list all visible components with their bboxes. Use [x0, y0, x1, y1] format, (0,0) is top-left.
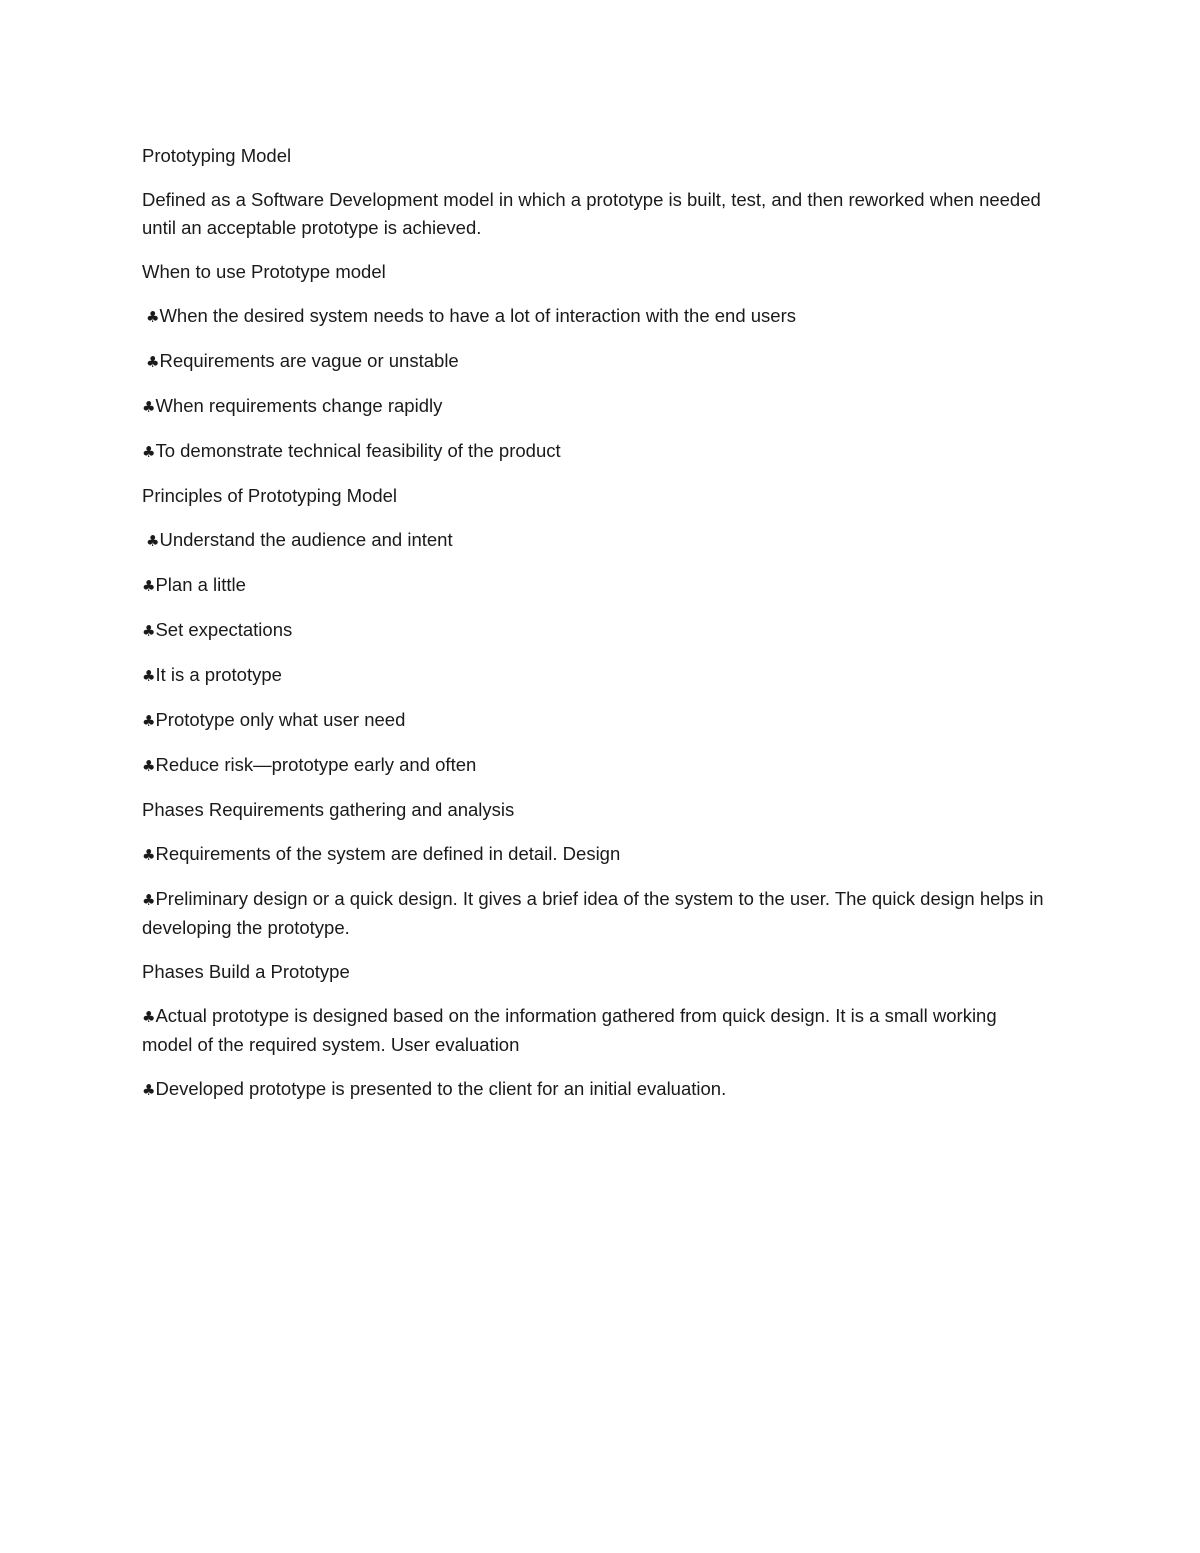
- document-body: [142, 142, 1052, 1120]
- bullet-item: [142, 571, 1052, 600]
- paragraph-text: Principles of Prototyping Model: [142, 485, 398, 506]
- bullet-item: [142, 885, 1052, 942]
- bullet-text: Requirements are vague or unstable: [159, 350, 459, 371]
- bullet-text: Understand the audience and intent: [159, 529, 453, 550]
- definition-paragraph: [142, 186, 1052, 242]
- club-bullet-icon: ♣: [142, 577, 156, 595]
- bullet-text: To demonstrate technical feasibility of the product: [155, 440, 561, 461]
- bullet-item: [142, 302, 1052, 331]
- bullet-item: [142, 1002, 1052, 1059]
- bullet-text: Plan a little: [155, 574, 246, 595]
- club-bullet-icon: ♣: [142, 1081, 156, 1099]
- bullet-text: When requirements change rapidly: [155, 395, 443, 416]
- club-bullet-icon: ♣: [142, 757, 156, 775]
- bullet-text: Actual prototype is designed based on the information gathered from quick design. It is a small working model of the required system. User evaluation: [142, 1005, 997, 1055]
- bullet-text: Preliminary design or a quick design. It gives a brief idea of the system to the user. The quick design helps in developing the prototype.: [142, 888, 1044, 938]
- bullet-text: Prototype only what user need: [155, 709, 406, 730]
- club-bullet-icon: ♣: [142, 398, 156, 416]
- bullet-text: Reduce risk—prototype early and often: [155, 754, 477, 775]
- bullet-item: [142, 1075, 1052, 1104]
- heading-when-to-use: [142, 258, 1052, 286]
- club-bullet-icon: ♣: [142, 667, 156, 685]
- bullet-item: [142, 347, 1052, 376]
- club-bullet-icon: ♣: [146, 308, 160, 326]
- club-bullet-icon: ♣: [146, 532, 160, 550]
- paragraph-text: Phases Build a Prototype: [142, 961, 350, 982]
- paragraph-text: Defined as a Software Development model in which a prototype is built, test, and then reworked when needed until an acceptable prototype is achieved.: [142, 189, 1041, 238]
- heading-phases-build: [142, 958, 1052, 986]
- club-bullet-icon: ♣: [142, 712, 156, 730]
- bullet-text: Set expectations: [155, 619, 293, 640]
- paragraph-text: Phases Requirements gathering and analysis: [142, 799, 515, 820]
- bullet-text: It is a prototype: [155, 664, 282, 685]
- club-bullet-icon: ♣: [142, 891, 156, 909]
- club-bullet-icon: ♣: [142, 622, 156, 640]
- paragraph-text: When to use Prototype model: [142, 261, 386, 282]
- bullet-text: When the desired system needs to have a lot of interaction with the end users: [159, 305, 797, 326]
- heading-phases-requirements: [142, 796, 1052, 824]
- club-bullet-icon: ♣: [142, 443, 156, 461]
- bullet-item: [142, 661, 1052, 690]
- bullet-item: [142, 392, 1052, 421]
- bullet-item: [142, 526, 1052, 555]
- club-bullet-icon: ♣: [142, 846, 156, 864]
- bullet-item: [142, 840, 1052, 869]
- club-bullet-icon: ♣: [142, 1008, 156, 1026]
- bullet-item: [142, 706, 1052, 735]
- bullet-item: [142, 616, 1052, 645]
- bullet-item: [142, 751, 1052, 780]
- club-bullet-icon: ♣: [146, 353, 160, 371]
- bullet-text: Requirements of the system are defined in detail. Design: [155, 843, 621, 864]
- bullet-item: [142, 437, 1052, 466]
- heading-principles: [142, 482, 1052, 510]
- bullet-text: Developed prototype is presented to the client for an initial evaluation.: [155, 1078, 727, 1099]
- heading-prototyping-model: [142, 142, 1052, 170]
- paragraph-text: Prototyping Model: [142, 145, 292, 166]
